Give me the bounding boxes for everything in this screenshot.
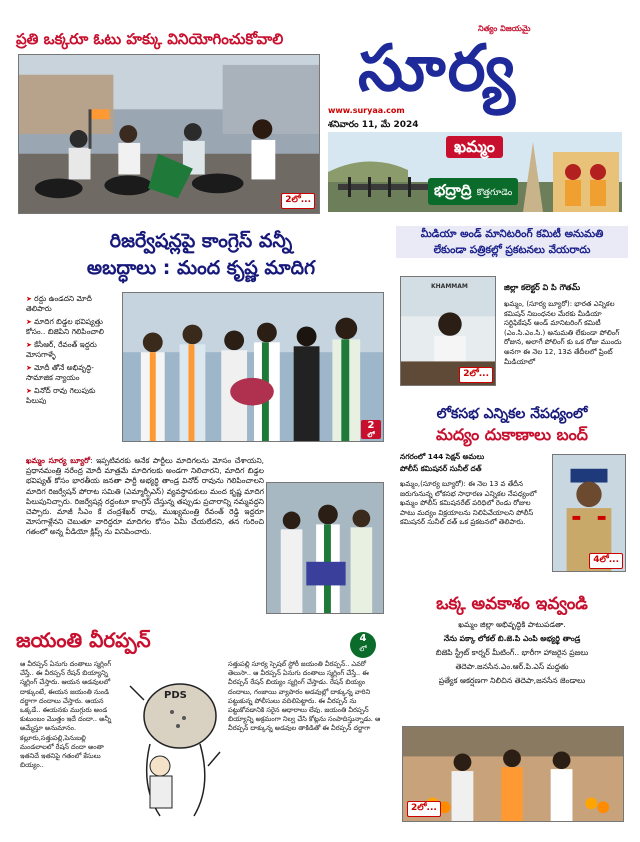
masthead xyxy=(328,24,626,214)
lead-photo-badge-suffix: లో xyxy=(367,431,375,439)
media-headline-line-1: మీడియా అండ్ మానిటరింగ్ కమిటీ అనుమతి xyxy=(396,226,628,242)
veerappan-badge xyxy=(350,632,376,658)
top-banner-headline: ప్రతి ఒక్కరూ ఓటు హక్కు వినియోగించుకోవాలి xyxy=(16,30,284,48)
edition-khammam-tag: ఖమ్మం xyxy=(446,136,503,158)
cartoon-image xyxy=(120,656,224,824)
veerappan-headline: జయంతి వీరప్పన్ xyxy=(16,628,151,652)
appeal-line-4: తెదెపా.జనసేన.ఎం.ఆర్.పి.ఎస్ మద్దతు xyxy=(455,662,569,671)
edition-bhadradri-label: భద్రాద్రి xyxy=(434,181,472,199)
lead-photo-group xyxy=(122,292,384,442)
veerappan-story xyxy=(16,626,386,826)
liquor-headline-line-2: మద్యం దుకాణాలు బంద్ xyxy=(436,425,588,444)
lead-story-body xyxy=(26,456,264,616)
masthead-landmark-photo xyxy=(328,132,622,212)
masthead-tagline: నిత్యం విజయమై xyxy=(478,24,531,33)
top-banner xyxy=(16,30,322,215)
appeal-campaign-photo xyxy=(402,726,624,822)
liquor-subhead-2: పోలీస్ కమిషనర్ సునీల్ దత్ xyxy=(400,464,482,473)
liquor-story xyxy=(396,404,628,580)
veerappan-column-2: సత్తుపల్లి సూర్య స్పెషల్ స్టోరీ జయంతి వీరప్పన్.. ఎవరో తెలుసా.. ఆ వీరప్పన్ ఏనుగు దంతాలు స్మగ్లింగ్ చేస్తే.. ఈ వీరప్పన్ రేషన్ బియ్యం స్మగ్లింగ్ చేస్తాడు. రేషన్ బియ్యం దందాలు, గంజాయి వ్యాపారం అడవుల్లో దాక్కున్న వారిని పట్టుకున్న పోలీసులు వదిలిపెట్టారు. ఈ వీరప్పన్ ను పట్టుకోవడానికి సరైన ఆధారాలు లేవు. జయంతి వీరప్పన్ బియ్యాన్ని అక్రమంగా నిల్వ చేసి కోట్లను సంపాదిస్తున్నాడు. ఆ వీరప్పన్ దాక్కున్న అడవుల తాకిడితో ఈ వీరప్పన్ దర్జాగా xyxy=(228,660,381,733)
liquor-headline-line-1: లోకసభ ఎన్నికల నేపధ్యంలో xyxy=(436,406,588,422)
lead-headline-line-2: అబద్ధాలు : మంద కృష్ణ మాదిగ xyxy=(86,257,316,279)
media-story xyxy=(396,226,628,396)
appeal-line-3: బిజెపి స్ట్రీట్ కార్నర్ మీటింగ్.. భారీగా హాజరైన ప్రజలు xyxy=(435,648,589,657)
liquor-body: ఖమ్మం,(సూర్య బ్యూరో): ఈ నెల 13 వ తేదీన జరుగునున్న లోకసభ సాధారణ ఎన్నికల నేపధ్యంలో ఖమ్మం పోలీస్ కమిషనరేట్ పరిధిలో రెండు రోజుల పాటు మద్యం విక్రయాలను నిలిపివేయాలని పోలీస్ కమిషనర్ సునీల్ దత్ ఒక ప్రకటనలో తెలిపారు. xyxy=(400,480,537,527)
lead-bullet-1: ➤ రద్దు ఉండదని మోదీ తెలిపారు xyxy=(26,294,118,314)
masthead-logo: సూర్య xyxy=(358,31,517,106)
lead-dateline: ఖమ్మం సూర్య బ్యూరో xyxy=(26,456,91,465)
media-photo-caption: KHAMMAM xyxy=(431,283,468,290)
liquor-subhead-1: నగరంలో 144 సెక్షన్ అమలు xyxy=(400,452,485,461)
veerappan-badge-suffix: లో xyxy=(359,645,367,653)
media-body: ఖమ్మం, (సూర్య బ్యూరో): భారత ఎన్నికల కమిషన్ నిబంధనల మేరకు మీడియా సర్టిఫికేషన్ అండ్ మానిటరింగ్ కమిటీ (ఎం.సి.ఎం.సి.) అనుమతి లేకుండా పోలింగ్ రోజున, అలాగే పోలింగ్ కు ఒక రోజు ముందు అనగా ఈ నెల 12, 13వ తేదీలలో ప్రింట్ మీడియాలో xyxy=(504,300,622,366)
media-collector-photo xyxy=(400,276,496,386)
lead-photo-handover xyxy=(266,482,384,614)
lead-bullet-3: ➤ కేసీఆర్, రేవంత్ ఇద్దరు మోసగాళ్ళే xyxy=(26,340,118,360)
veerappan-column-1: ఆ వీరప్పన్ ఏనుగు దంతాలు స్మగ్లింగ్ చేస్తే.. ఈ వీరప్పన్ రేషన్ బియ్యాన్ని స్మగ్లింగ్ చేస్తారు. ఆయన అడవులలో దాక్కుంటే, ఈయన జయంతి నుండి దర్జాగా దందాలు చేస్తారు. ఆయన ఒక్కడే.. ఈయనకు ముగ్గురు అండ కుటుంబం మొత్తం ఇదే దందా.. అన్నీ అమ్మేస్తూ అనుమానం. కల్లూరు,సత్తుపల్లి,పెనుబల్లి మండలాలలో రేషన్ దందా అంతా ఇతనిదే ఇతనిపై గతంలో కేసులు బియ్యం.. xyxy=(20,660,112,770)
lead-bullet-2: ➤ మాదిగ బిడ్డల భవిష్యత్తు కోసం.. బిజెపిని గెలిపించాలి xyxy=(26,317,118,337)
top-banner-page-badge: 2లో... xyxy=(281,193,315,209)
lead-bullet-list xyxy=(26,294,118,406)
lead-photo-group-image xyxy=(123,293,383,441)
lead-headline-line-1: రిజర్వేషన్లపై కాంగ్రెస్ వన్నీ xyxy=(109,230,293,252)
lead-bullet-4: ➤ మోదీ తోనే అభివృద్ధి-సామాజిక న్యాయం xyxy=(26,363,118,383)
masthead-date: శనివారం 11, మే 2024 xyxy=(328,120,419,130)
lead-photo-page-badge xyxy=(361,420,381,439)
appeal-line-5: ప్రత్యేక ఆకర్షణగా నిలిచిన తెదెపా,జనసేన జెండాలు xyxy=(438,676,586,685)
appeal-story xyxy=(396,590,628,826)
media-headline-line-2: లేకుండా పత్రికల్లో ప్రకటనలు వేయరాదు xyxy=(396,242,628,258)
lead-photo-handover-image xyxy=(267,483,383,613)
edition-bhadradri-tag xyxy=(428,178,518,205)
lead-photo-badge-number: 2 xyxy=(367,420,375,431)
appeal-line-1: ఖమ్మం జిల్లా అభివృద్ధికి పాటుపడతా. xyxy=(458,620,566,629)
lead-bullet-5: ➤ వినోద్ రావు గెలుపుకు పిలుపు xyxy=(26,386,118,406)
veerappan-badge-number: 4 xyxy=(359,633,367,644)
appeal-line-2: నేను పక్కా లోకల్ బి.జె.పి ఎంపి అభ్యర్థి తాండ్ర xyxy=(443,634,581,643)
media-subhead: జిల్లా కలెక్టర్ వి పి గౌతమ్ xyxy=(504,283,581,292)
cartoon-sack-label: PDS xyxy=(164,690,187,701)
media-photo-badge: 2లో... xyxy=(459,367,493,383)
edition-kothagudem-label: కొత్తగూడెం xyxy=(476,188,513,198)
liquor-commissioner-photo xyxy=(552,454,626,572)
rally-photo xyxy=(18,54,320,214)
lead-story xyxy=(16,228,386,618)
veerappan-cartoon xyxy=(120,656,224,824)
liquor-photo-badge: 4లో... xyxy=(589,553,623,569)
appeal-photo-badge: 2లో... xyxy=(407,801,441,817)
rally-photo-image xyxy=(19,55,319,213)
lead-body-text: : ఇప్పటివరకు అనేక పార్టీలు మాదిగలను మోసం చేశాయని, ప్రధానమంత్రి నరేంద్ర మోదీ మాత్రమే మాదిగలకు అండగా నిలిచారని, మాదిగ బిడ్డల భవిష్యత్ కోసం భారతీయ జనతా పార్టీ అభ్యర్థి తాండ్ర వినోద్ రావును గెలిపించాలని మాదిగ రిజర్వేషన్ పోరాట సమితి (ఎమ్మార్పీఎస్) వ్యవస్థాపకులు మంద కృష్ణ మాదిగ పిలుపునిచ్చారు. రిజర్వేషన్ల రద్దంటూ కాంగ్రెస్ చేస్తున్న తప్పుడు ప్రచారాన్ని నమ్మవద్దని చెప్పారు. మాజీ సీఎం కే చంద్రశేఖర్ రావు, ముఖ్యమంత్రి రేవంత్ రెడ్డి ఇద్దరూ మోసగాళ్లేనని చెబుతూ వారిద్దరూ మాదిగల కోసం ఏమీ చేయలేదని, తన గురించి గతంలో అన్న వీడియో క్లిప్స్ ను వినిపించారు. xyxy=(26,456,264,537)
appeal-headline: ఒక్క అవకాశం ఇవ్వండి xyxy=(436,594,588,614)
masthead-website: www.suryaa.com xyxy=(328,106,405,115)
